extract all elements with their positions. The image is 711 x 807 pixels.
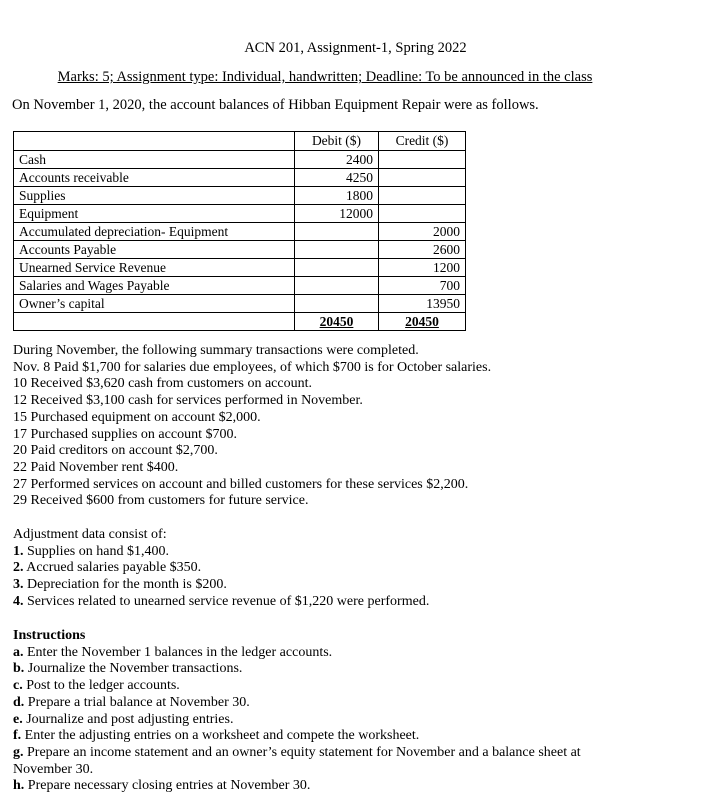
adjustment-number: 1. [13, 543, 24, 559]
credit-value [379, 187, 466, 205]
transaction-item: 27 Performed services on account and billed customers for these services $2,200. [13, 476, 469, 492]
header-credit: Credit ($) [379, 132, 466, 151]
instruction-letter: e. [13, 711, 23, 727]
transaction-item: 15 Purchased equipment on account $2,000. [13, 409, 261, 425]
instruction-text: Enter the adjusting entries on a worksheet and compete the worksheet. [21, 728, 420, 744]
transactions-heading: During November, the following summary transactions were completed. [13, 343, 419, 358]
total-label-cell [14, 313, 295, 331]
total-debit: 20450 [295, 313, 379, 331]
credit-value: 700 [379, 277, 466, 295]
credit-value [379, 151, 466, 169]
table-row [14, 241, 466, 259]
instruction-letter: b. [13, 661, 25, 677]
credit-value: 2000 [379, 223, 466, 241]
adjustments-section [13, 527, 429, 611]
account-name: Cash [14, 151, 295, 169]
instruction-letter: a. [13, 644, 24, 660]
instruction-text: Journalize the November transactions. [24, 661, 243, 677]
instructions-section [13, 628, 581, 795]
table-row [14, 169, 466, 187]
credit-value [379, 205, 466, 223]
debit-value: 4250 [295, 169, 379, 187]
adjustment-number: 4. [13, 593, 24, 609]
account-name: Equipment [14, 205, 295, 223]
total-credit: 20450 [379, 313, 466, 331]
account-name: Accounts receivable [14, 169, 295, 187]
transaction-item: 12 Received $3,100 cash for services performed in November. [13, 393, 363, 409]
instruction-letter: h. [13, 778, 25, 794]
instruction-text: Prepare an income statement and an owner’s equity statement for November and a balance sheet at [23, 744, 581, 760]
header-account-cell [14, 132, 295, 151]
table-row [14, 295, 466, 313]
instruction-text: Journalize and post adjusting entries. [22, 711, 234, 727]
intro-text: On November 1, 2020, the account balances of Hibban Equipment Repair were as follows. [12, 97, 539, 113]
account-name: Salaries and Wages Payable [14, 277, 295, 295]
account-name: Supplies [14, 187, 295, 205]
credit-value: 1200 [379, 259, 466, 277]
table-total-row [14, 313, 466, 331]
instruction-text: Prepare a trial balance at November 30. [24, 694, 250, 710]
instruction-text: Post to the ledger accounts. [22, 678, 180, 694]
instruction-item [13, 762, 581, 779]
debit-value [295, 241, 379, 259]
transaction-item: 29 Received $600 from customers for future service. [13, 493, 309, 509]
debit-value: 2400 [295, 151, 379, 169]
instruction-text: Prepare necessary closing entries at November 30. [24, 778, 311, 794]
transaction-item: Nov. 8 Paid $1,700 for salaries due employees, of which $700 is for October salaries. [13, 359, 492, 375]
adjustment-text: Services related to unearned service revenue of $1,220 were performed. [23, 593, 430, 609]
table-row [14, 223, 466, 241]
credit-value: 13950 [379, 295, 466, 313]
transaction-item: 20 Paid creditors on account $2,700. [13, 443, 218, 459]
adjustment-number: 2. [13, 560, 24, 576]
debit-value: 12000 [295, 205, 379, 223]
table-row [14, 151, 466, 169]
document-title: ACN 201, Assignment-1, Spring 2022 [244, 40, 467, 56]
instruction-item [13, 678, 581, 695]
instruction-item [13, 661, 581, 678]
debit-value [295, 277, 379, 295]
adjustment-text: Supplies on hand $1,400. [23, 543, 169, 559]
instruction-letter: c. [13, 678, 23, 694]
transaction-item: 22 Paid November rent $400. [13, 459, 179, 475]
debit-value: 1800 [295, 187, 379, 205]
instruction-text: Enter the November 1 balances in the ledger accounts. [23, 644, 333, 660]
instruction-letter: d. [13, 694, 25, 710]
account-name: Accumulated depreciation- Equipment [14, 223, 295, 241]
table-row [14, 277, 466, 295]
table-row [14, 205, 466, 223]
transactions-section [13, 343, 491, 510]
table-row [14, 187, 466, 205]
instruction-item [13, 712, 581, 729]
account-name: Owner’s capital [14, 295, 295, 313]
debit-value [295, 295, 379, 313]
instruction-letter: f. [13, 728, 22, 744]
adjustment-text: Depreciation for the month is $200. [23, 577, 227, 593]
instruction-item [13, 695, 581, 712]
credit-value [379, 169, 466, 187]
credit-value: 2600 [379, 241, 466, 259]
instructions-heading: Instructions [13, 628, 86, 643]
account-name: Unearned Service Revenue [14, 259, 295, 277]
table-header-row [14, 132, 466, 151]
account-name: Accounts Payable [14, 241, 295, 259]
adjustment-number: 3. [13, 577, 24, 593]
adjustment-item [13, 594, 429, 611]
instruction-item [13, 728, 581, 745]
instruction-item [13, 745, 581, 762]
marks-line: Marks: 5; Assignment type: Individual, handwritten; Deadline: To be announced in the class [57, 69, 593, 85]
table-row [14, 259, 466, 277]
transaction-item: 17 Purchased supplies on account $700. [13, 426, 237, 442]
instruction-text: November 30. [13, 761, 94, 777]
adjustment-item [13, 544, 429, 561]
debit-value [295, 223, 379, 241]
adjustment-text: Accrued salaries payable $350. [23, 560, 202, 576]
adjustments-heading: Adjustment data consist of: [13, 527, 167, 542]
instruction-letter: g. [13, 744, 24, 760]
account-balances-table [13, 131, 466, 331]
transaction-item: 10 Received $3,620 cash from customers on account. [13, 376, 312, 392]
adjustment-item [13, 560, 429, 577]
adjustment-item [13, 577, 429, 594]
debit-value [295, 259, 379, 277]
instruction-item [13, 645, 581, 662]
instruction-item [13, 778, 581, 795]
header-debit: Debit ($) [295, 132, 379, 151]
